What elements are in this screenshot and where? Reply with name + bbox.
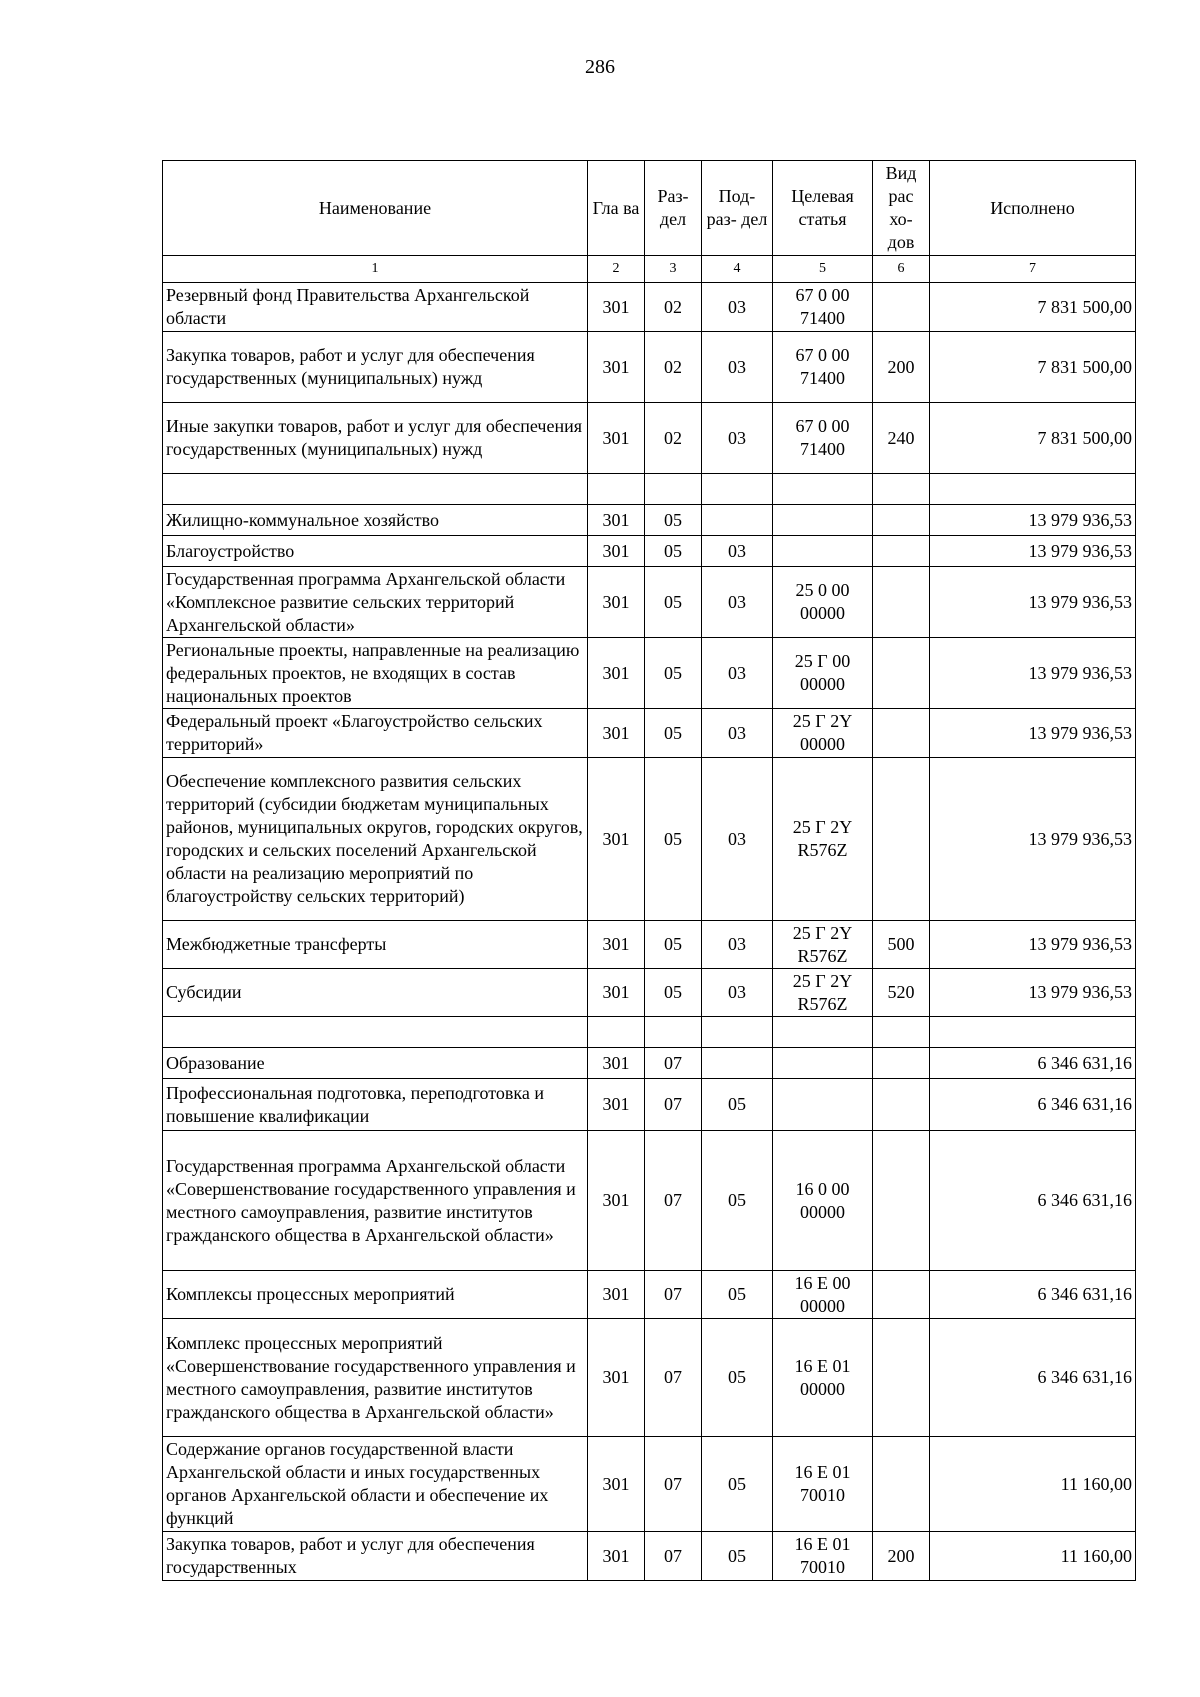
table-row [163, 1271, 1136, 1319]
cell-expense-type [873, 474, 930, 505]
cell-expense-type [873, 638, 930, 709]
cell-razdel: 02 [645, 403, 702, 474]
cell-glava: 301 [588, 1437, 645, 1532]
cell-razdel [645, 1017, 702, 1048]
cell-glava: 301 [588, 709, 645, 758]
table-row [163, 1048, 1136, 1079]
cell-razdel: 05 [645, 638, 702, 709]
cell-amount: 7 831 500,00 [930, 403, 1136, 474]
cell-name: Иные закупки товаров, работ и услуг для обеспечения государственных (муниципальных) нужд [163, 403, 588, 474]
cell-expense-type: 200 [873, 332, 930, 403]
cell-expense-type [873, 283, 930, 332]
cell-podrazdel: 05 [702, 1532, 773, 1581]
cell-razdel: 02 [645, 332, 702, 403]
cell-target-article: 16 0 00 00000 [773, 1131, 873, 1271]
cell-expense-type [873, 1079, 930, 1131]
cell-razdel: 07 [645, 1319, 702, 1437]
column-number-row [163, 256, 1136, 283]
cell-podrazdel: 03 [702, 758, 773, 921]
cell-razdel: 07 [645, 1437, 702, 1532]
table-row [163, 1437, 1136, 1532]
cell-expense-type [873, 709, 930, 758]
column-number: 6 [873, 256, 930, 283]
cell-target-article: 25 Г 2Y R576Z [773, 921, 873, 969]
cell-name: Обеспечение комплексного развития сельских территорий (субсидии бюджетам муниципальных районов, муниципальных округов, городских округов, городских и сельских поселений Архангельской области на реализацию мероприятий по благоустройству сельских территорий) [163, 758, 588, 921]
cell-glava: 301 [588, 638, 645, 709]
cell-glava: 301 [588, 1319, 645, 1437]
cell-razdel: 07 [645, 1131, 702, 1271]
header-razdel: Раз- дел [645, 161, 702, 256]
cell-amount: 6 346 631,16 [930, 1319, 1136, 1437]
cell-target-article: 67 0 00 71400 [773, 283, 873, 332]
cell-name: Закупка товаров, работ и услуг для обеспечения государственных [163, 1532, 588, 1581]
cell-name: Федеральный проект «Благоустройство сельских территорий» [163, 709, 588, 758]
cell-target-article [773, 536, 873, 567]
header-podrazdel: Под- раз- дел [702, 161, 773, 256]
cell-name: Жилищно-коммунальное хозяйство [163, 505, 588, 536]
cell-amount [930, 474, 1136, 505]
table-row [163, 1319, 1136, 1437]
cell-target-article: 67 0 00 71400 [773, 332, 873, 403]
cell-target-article: 25 Г 2Y R576Z [773, 758, 873, 921]
cell-razdel: 05 [645, 921, 702, 969]
cell-expense-type: 200 [873, 1532, 930, 1581]
cell-razdel: 05 [645, 758, 702, 921]
cell-razdel: 05 [645, 969, 702, 1017]
header-glava: Гла ва [588, 161, 645, 256]
cell-razdel: 07 [645, 1048, 702, 1079]
cell-expense-type: 240 [873, 403, 930, 474]
table-row [163, 283, 1136, 332]
cell-glava: 301 [588, 1079, 645, 1131]
cell-expense-type [873, 1437, 930, 1532]
cell-target-article: 25 Г 2Y R576Z [773, 969, 873, 1017]
cell-expense-type [873, 567, 930, 638]
cell-expense-type [873, 505, 930, 536]
cell-razdel: 05 [645, 505, 702, 536]
cell-target-article: 67 0 00 71400 [773, 403, 873, 474]
cell-amount: 6 346 631,16 [930, 1131, 1136, 1271]
column-number: 3 [645, 256, 702, 283]
cell-amount: 11 160,00 [930, 1532, 1136, 1581]
cell-amount: 6 346 631,16 [930, 1048, 1136, 1079]
cell-podrazdel: 05 [702, 1271, 773, 1319]
cell-target-article [773, 1017, 873, 1048]
cell-glava: 301 [588, 1048, 645, 1079]
column-number: 7 [930, 256, 1136, 283]
cell-name: Государственная программа Архангельской области «Комплексное развитие сельских территорий Архангельской области» [163, 567, 588, 638]
cell-amount: 13 979 936,53 [930, 921, 1136, 969]
header-name: Наименование [163, 161, 588, 256]
cell-amount: 13 979 936,53 [930, 638, 1136, 709]
table-row [163, 638, 1136, 709]
cell-amount: 13 979 936,53 [930, 567, 1136, 638]
cell-expense-type [873, 1271, 930, 1319]
cell-amount: 7 831 500,00 [930, 332, 1136, 403]
cell-podrazdel: 05 [702, 1131, 773, 1271]
cell-podrazdel [702, 505, 773, 536]
cell-podrazdel [702, 1017, 773, 1048]
cell-name: Резервный фонд Правительства Архангельской области [163, 283, 588, 332]
cell-podrazdel: 03 [702, 283, 773, 332]
table-header-row [163, 161, 1136, 256]
header-target-article: Целевая статья [773, 161, 873, 256]
cell-podrazdel: 05 [702, 1079, 773, 1131]
cell-name: Образование [163, 1048, 588, 1079]
cell-name: Государственная программа Архангельской области «Совершенствование государственного управления и местного самоуправления, развитие институтов гражданского общества в Архангельской области» [163, 1131, 588, 1271]
cell-name: Комплекс процессных мероприятий «Совершенствование государственного управления и местного самоуправления, развитие институтов гражданского общества в Архангельской области» [163, 1319, 588, 1437]
cell-name: Субсидии [163, 969, 588, 1017]
cell-podrazdel: 03 [702, 969, 773, 1017]
cell-glava: 301 [588, 758, 645, 921]
cell-glava [588, 1017, 645, 1048]
cell-razdel: 02 [645, 283, 702, 332]
cell-amount: 13 979 936,53 [930, 758, 1136, 921]
cell-expense-type [873, 1017, 930, 1048]
header-executed: Исполнено [930, 161, 1136, 256]
cell-expense-type [873, 536, 930, 567]
cell-amount [930, 1017, 1136, 1048]
cell-name: Профессиональная подготовка, переподготовка и повышение квалификации [163, 1079, 588, 1131]
table-row [163, 969, 1136, 1017]
table-row [163, 709, 1136, 758]
cell-expense-type: 500 [873, 921, 930, 969]
cell-expense-type [873, 1131, 930, 1271]
table-row [163, 921, 1136, 969]
cell-amount: 11 160,00 [930, 1437, 1136, 1532]
cell-name: Содержание органов государственной власти Архангельской области и иных государственных органов Архангельской области и обеспечение их функций [163, 1437, 588, 1532]
cell-podrazdel: 03 [702, 403, 773, 474]
column-number: 1 [163, 256, 588, 283]
cell-amount: 13 979 936,53 [930, 709, 1136, 758]
cell-target-article [773, 505, 873, 536]
cell-podrazdel: 03 [702, 332, 773, 403]
cell-name [163, 1017, 588, 1048]
cell-amount: 6 346 631,16 [930, 1271, 1136, 1319]
cell-target-article [773, 1079, 873, 1131]
cell-target-article: 16 Е 01 00000 [773, 1319, 873, 1437]
cell-razdel: 07 [645, 1079, 702, 1131]
cell-glava: 301 [588, 969, 645, 1017]
column-number: 2 [588, 256, 645, 283]
cell-razdel: 05 [645, 709, 702, 758]
cell-expense-type [873, 1319, 930, 1437]
header-expense-type: Вид рас хо- дов [873, 161, 930, 256]
cell-razdel: 07 [645, 1271, 702, 1319]
cell-glava: 301 [588, 332, 645, 403]
table-row [163, 567, 1136, 638]
cell-podrazdel [702, 1048, 773, 1079]
cell-podrazdel: 03 [702, 709, 773, 758]
cell-target-article: 25 0 00 00000 [773, 567, 873, 638]
cell-podrazdel: 03 [702, 536, 773, 567]
table-row [163, 1131, 1136, 1271]
cell-glava: 301 [588, 567, 645, 638]
cell-amount: 13 979 936,53 [930, 505, 1136, 536]
table-row [163, 1017, 1136, 1048]
cell-glava: 301 [588, 921, 645, 969]
table-row [163, 505, 1136, 536]
table-row [163, 758, 1136, 921]
cell-name [163, 474, 588, 505]
budget-table [162, 160, 1136, 1581]
cell-amount: 13 979 936,53 [930, 536, 1136, 567]
cell-podrazdel: 03 [702, 638, 773, 709]
cell-expense-type [873, 758, 930, 921]
cell-name: Комплексы процессных мероприятий [163, 1271, 588, 1319]
cell-target-article: 25 Г 2Y 00000 [773, 709, 873, 758]
cell-glava: 301 [588, 536, 645, 567]
cell-razdel [645, 474, 702, 505]
cell-glava: 301 [588, 1532, 645, 1581]
cell-glava: 301 [588, 1271, 645, 1319]
cell-glava [588, 474, 645, 505]
table-row [163, 536, 1136, 567]
cell-glava: 301 [588, 283, 645, 332]
cell-amount: 13 979 936,53 [930, 969, 1136, 1017]
cell-target-article: 16 Е 01 70010 [773, 1532, 873, 1581]
table-row [163, 1532, 1136, 1581]
cell-podrazdel: 03 [702, 921, 773, 969]
cell-podrazdel: 03 [702, 567, 773, 638]
cell-expense-type: 520 [873, 969, 930, 1017]
cell-podrazdel: 05 [702, 1319, 773, 1437]
cell-target-article: 16 Е 01 70010 [773, 1437, 873, 1532]
table-body [163, 283, 1136, 1581]
cell-target-article: 25 Г 00 00000 [773, 638, 873, 709]
cell-glava: 301 [588, 1131, 645, 1271]
cell-razdel: 05 [645, 536, 702, 567]
table-row [163, 1079, 1136, 1131]
cell-expense-type [873, 1048, 930, 1079]
cell-razdel: 07 [645, 1532, 702, 1581]
cell-glava: 301 [588, 505, 645, 536]
column-number: 4 [702, 256, 773, 283]
cell-podrazdel: 05 [702, 1437, 773, 1532]
cell-name: Благоустройство [163, 536, 588, 567]
table-row [163, 332, 1136, 403]
cell-target-article: 16 Е 00 00000 [773, 1271, 873, 1319]
cell-name: Региональные проекты, направленные на реализацию федеральных проектов, не входящих в состав национальных проектов [163, 638, 588, 709]
cell-target-article [773, 1048, 873, 1079]
table-row [163, 403, 1136, 474]
cell-razdel: 05 [645, 567, 702, 638]
cell-amount: 7 831 500,00 [930, 283, 1136, 332]
page-number: 286 [585, 56, 615, 78]
table-row [163, 474, 1136, 505]
cell-name: Межбюджетные трансферты [163, 921, 588, 969]
cell-name: Закупка товаров, работ и услуг для обеспечения государственных (муниципальных) нужд [163, 332, 588, 403]
cell-target-article [773, 474, 873, 505]
cell-amount: 6 346 631,16 [930, 1079, 1136, 1131]
cell-glava: 301 [588, 403, 645, 474]
column-number: 5 [773, 256, 873, 283]
cell-podrazdel [702, 474, 773, 505]
